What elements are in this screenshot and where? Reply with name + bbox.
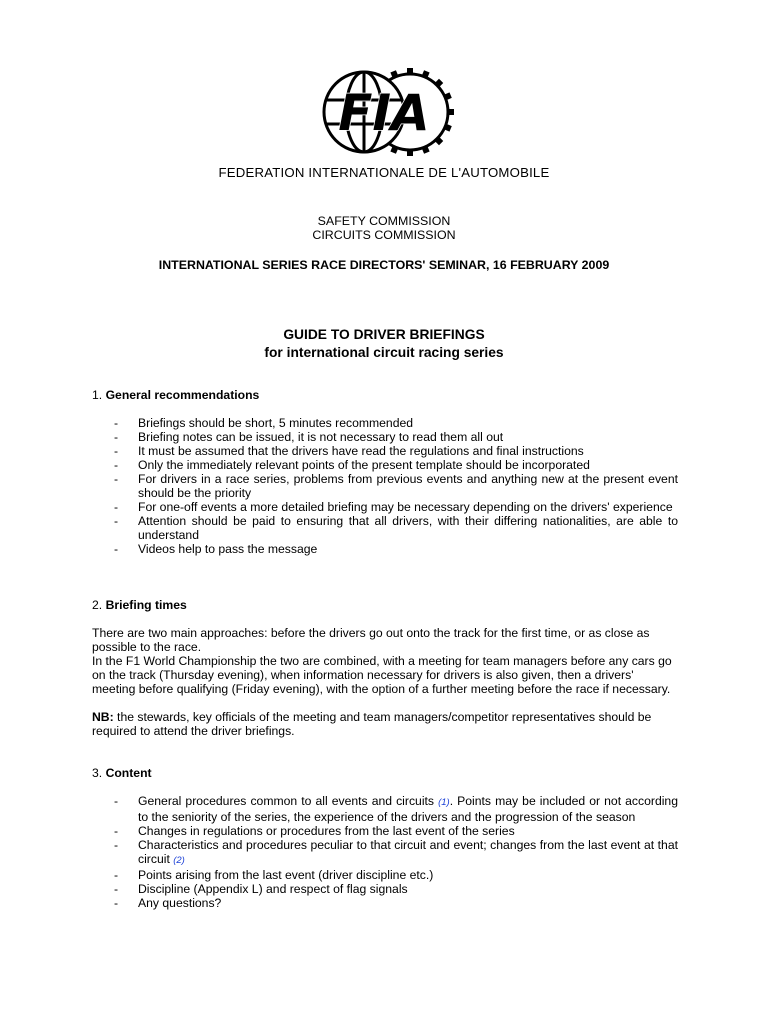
paragraph-f1: In the F1 World Championship the two are combined, with a meeting for team managers before any cars go on the track (Thursday evening), when information necessary for drivers is also given, then a drivers' meeting before qualifying (Friday evening), with the option of a further meeting before the race if necessary. [92, 654, 672, 696]
list-item: - Briefing notes can be issued, it is not necessary to read them all out [114, 430, 504, 444]
fia-logo [318, 66, 454, 158]
paragraph-nb [92, 710, 678, 738]
section-2-heading [92, 598, 187, 612]
circuits-commission: CIRCUITS COMMISSION [312, 228, 456, 242]
nb-text: the stewards, key officials of the meeting and team managers/competitor representatives should be required to attend the driver briefings. [92, 710, 652, 738]
footnote-ref: (1) [438, 797, 450, 808]
footnote-ref: (2) [173, 855, 185, 866]
list-item: - Discipline (Appendix L) and respect of flag signals [114, 882, 408, 896]
section-number: 1. [92, 388, 103, 402]
list-item: - Any questions? [114, 896, 222, 910]
section-number: 2. [92, 598, 103, 612]
section-title: General recommendations [105, 388, 260, 402]
list-item: - For drivers in a race series, problems from previous events and anything new at the present event should be the priority [114, 472, 678, 500]
list-item: - Points arising from the last event (driver discipline etc.) [114, 868, 434, 882]
list-item: - Briefings should be short, 5 minutes recommended [114, 416, 414, 430]
paragraph-approaches: There are two main approaches: before the drivers go out onto the track for the first time, or as close as possible to the race. [92, 626, 650, 654]
list-item: - Attention should be paid to ensuring that all drivers, with their differing nationalities, are able to understand [114, 514, 678, 542]
document-title: GUIDE TO DRIVER BRIEFINGS [283, 327, 485, 342]
svg-text:FIA: FIA [338, 84, 430, 142]
seminar-title: INTERNATIONAL SERIES RACE DIRECTORS' SEMINAR, 16 FEBRUARY 2009 [158, 258, 610, 272]
list-item: - Only the immediately relevant points of the present template should be incorporated [114, 458, 590, 472]
section-title: Briefing times [105, 598, 187, 612]
organization-name: FEDERATION INTERNATIONALE DE L'AUTOMOBILE [218, 165, 550, 180]
list-item: - Videos help to pass the message [114, 542, 318, 556]
document-subtitle: for international circuit racing series [264, 345, 504, 360]
section-1-heading [92, 388, 259, 402]
list-item: - General procedures common to all events and circuits (1). Points may be included or not according to the seniority of the series, the experience of the drivers and the progression of the season [114, 794, 678, 824]
list-item: - For one-off events a more detailed briefing may be necessary depending on the drivers' experience [114, 500, 673, 514]
list-item: - Changes in regulations or procedures from the last event of the series [114, 824, 515, 838]
section-3-heading [92, 766, 152, 780]
list-item: - It must be assumed that the drivers have read the regulations and final instructions [114, 444, 584, 458]
safety-commission: SAFETY COMMISSION [317, 214, 451, 228]
section-title: Content [105, 766, 152, 780]
section-number: 3. [92, 766, 103, 780]
general-recommendations-list [92, 416, 678, 556]
list-item: - Characteristics and procedures peculiar to that circuit and event; changes from the last event at that circuit (2) [114, 838, 678, 866]
content-list [92, 794, 678, 910]
nb-label: NB: [92, 710, 114, 724]
